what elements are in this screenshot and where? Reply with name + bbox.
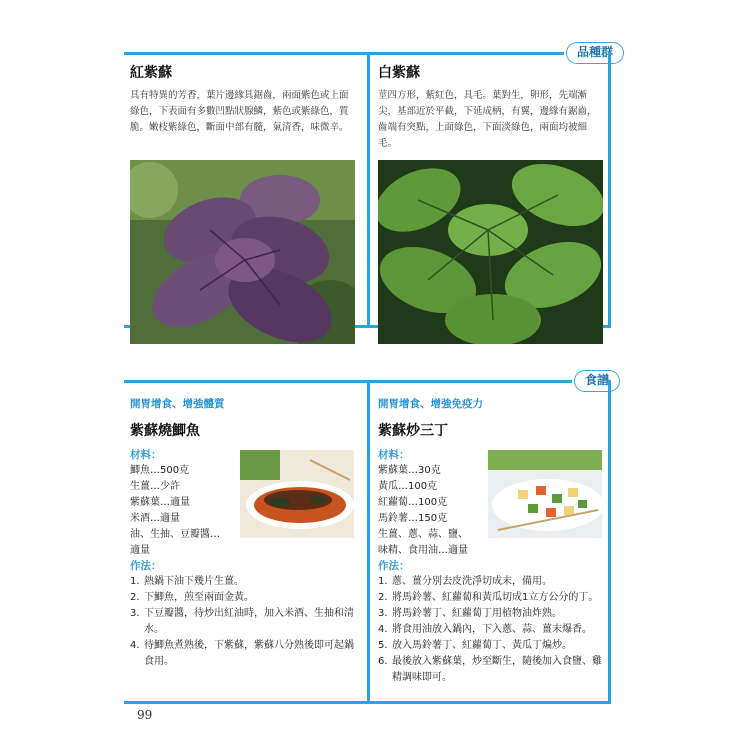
list-item: 鯽魚…500克: [130, 465, 190, 476]
list-item: 6. 最後放入紫蘇葉，炒至斷生，隨後加入食鹽、雞精調味即可。: [378, 656, 602, 683]
list-item: 1. 蔥、薑分別去皮洗淨切成末，備用。: [378, 576, 552, 587]
red-perilla-photo: [130, 160, 355, 344]
list-item: 4. 待鯽魚煮熟後，下紫蘇，紫蘇八分熟後即可起鍋食用。: [130, 640, 354, 667]
list-item: 黃瓜…100克: [378, 481, 438, 492]
stir-fried-dish-photo: [488, 450, 602, 538]
ingredients-list: [378, 463, 486, 559]
page-number: 99: [137, 708, 153, 722]
steps-list: [378, 574, 606, 686]
list-item: 生薑、蔥、蒜、鹽、: [378, 529, 468, 540]
list-item: 3. 將馬鈴薯丁、紅蘿蔔丁用植物油炸熟。: [378, 608, 562, 619]
tab-variety-group: 品種群: [566, 42, 624, 64]
method-label: 作法：: [378, 560, 410, 572]
list-item: 4. 將食用油放入鍋內，下入蔥、蒜、薑末爆香。: [378, 624, 592, 635]
list-item: 馬鈴薯…150克: [378, 513, 448, 524]
list-item: 適量: [130, 545, 150, 556]
recipe-title: 紫蘇燒鯽魚: [130, 423, 200, 439]
list-item: 紫蘇葉…30克: [378, 465, 441, 476]
list-item: 3. 下豆瓣醬，待炒出紅油時，加入米酒、生抽和清水。: [130, 608, 354, 635]
list-item: 米酒…適量: [130, 513, 180, 524]
list-item: 1. 熱鍋下油下幾片生薑。: [130, 576, 244, 587]
list-item: 紫蘇葉…適量: [130, 497, 190, 508]
variety-description: 莖四方形，紫紅色，具毛。葉對生，卵形，先端漸尖，基部近於平截，下延成柄，有翼，邊緣有鋸齒，齒端有突點，上面綠色，下面淡綠色，兩面均被細毛。: [378, 90, 597, 149]
recipe-title: 紫蘇炒三丁: [378, 423, 448, 439]
list-item: 5. 放入馬鈴薯丁、紅蘿蔔丁、黃瓜丁煸炒。: [378, 640, 572, 651]
list-item: 紅蘿蔔…100克: [378, 497, 448, 508]
recipe-stir-fry: [378, 396, 606, 686]
variety-description: 具有特異的芳香，葉片邊緣具鋸齒，兩面紫色或上面綠色，下表面有多數凹點狀腺鱗，紫色或紫綠色，質脆。嫩枝紫綠色，斷面中部有髓，氣清香，味微辛。: [130, 90, 349, 133]
list-item: 油、生抽、豆瓣醬…: [130, 529, 220, 540]
ingredients-label: 材料：: [130, 449, 162, 461]
variety-title: 白紫蘇: [378, 65, 420, 81]
list-item: 2. 將馬鈴薯、紅蘿蔔和黃瓜切成1立方公分的丁。: [378, 592, 599, 603]
list-item: 2. 下鯽魚，煎至兩面金黃。: [130, 592, 254, 603]
variety-white-perilla: [378, 62, 603, 344]
list-item: 生薑…少許: [130, 481, 180, 492]
steps-list: [130, 574, 358, 670]
ingredients-list: [130, 463, 238, 559]
recipe-benefit: 開胃增食、增強體質: [130, 398, 225, 410]
method-label: 作法：: [130, 560, 162, 572]
recipe-braised-fish: [130, 396, 358, 670]
variety-red-perilla: [130, 62, 355, 344]
variety-title: 紅紫蘇: [130, 65, 172, 81]
white-perilla-photo: [378, 160, 603, 344]
braised-fish-photo: [240, 450, 354, 538]
ingredients-label: 材料：: [378, 449, 410, 461]
tab-recipes: 食譜: [574, 370, 620, 392]
recipe-benefit: 開胃增食、增強免疫力: [378, 398, 483, 410]
list-item: 味精、食用油…適量: [378, 545, 468, 556]
